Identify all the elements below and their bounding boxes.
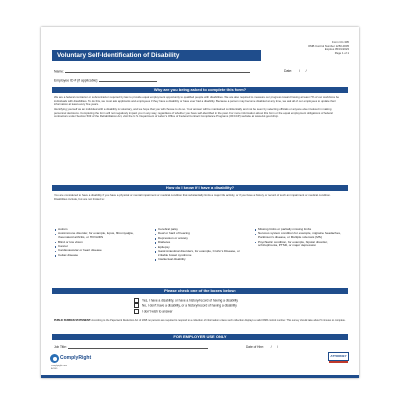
choice-no[interactable] (134, 303, 238, 308)
brand-small-line: complyright.com (51, 365, 67, 367)
job-title-field[interactable] (54, 345, 208, 349)
checkbox-yes[interactable] (134, 298, 139, 303)
conditions-column-3 (254, 228, 344, 249)
section-why-heading: Why are you being asked to complete this form? (52, 87, 348, 93)
condition-item: Psychiatric condition, for example, bipolar disorder, schizophrenia, PTSD, or major depression (254, 241, 344, 249)
section-why-paragraph: Identifying yourself as an individual with a disability is voluntary, and we hope that you will choose to do so. Your answer will be maintained confidentially and not be seen by selecting officials or anyone else involved in making personnel decisions. Completing the form will not negatively impact you in any way, regardless of whether you have self-identified in the past. For more information about this form or the equal employment obligations of federal contractors under Section 503 of the Rehabilitation Act, visit the U.S. Department of Labor's Office of Federal Contract Compliance Programs (OFCCP) website at www.dol.gov/ofccp. (54, 107, 333, 118)
form-title: Voluntary Self-Identification of Disability (52, 50, 261, 61)
condition-item: Deaf or hard of hearing (154, 232, 244, 236)
disability-choices (134, 298, 238, 314)
choice-yes-label: Yes, I have a disability, or have a history/record of having a disability (142, 298, 239, 303)
burden-text: According to the Paperwork Reduction Act of 1995 no persons are required to respond to a collection of information unless such collection displays a valid OMB control number. This survey should take about 5 minutes to complete. (91, 319, 346, 322)
form-meta-line: Page 1 of 1 (334, 50, 349, 55)
condition-item: Diabetes (154, 241, 244, 245)
checkbox-no[interactable] (134, 303, 139, 308)
form-meta-line: OMB Control Number 1250-0005 (307, 43, 349, 48)
name-input-line[interactable] (65, 69, 250, 73)
conditions-column-2 (154, 228, 244, 263)
condition-item: Autoimmune disorder, for example, lupus, fibromyalgia, rheumatoid arthritis, or HIV/AIDS (54, 232, 144, 240)
name-field[interactable] (54, 69, 250, 73)
date-slashes: / / (299, 69, 307, 73)
hire-date-field[interactable] (246, 345, 278, 349)
condition-item: Intellectual disability (154, 258, 244, 262)
choice-no-answer-label: I don't wish to answer (142, 309, 173, 314)
condition-item: Cardiovascular or heart disease (54, 249, 144, 253)
name-label: Name: (54, 69, 64, 74)
attorney-logo: ATTORNEY (328, 352, 349, 361)
form-meta-line: Expires 05/31/2023 (324, 47, 349, 52)
footer-stripe (41, 375, 359, 378)
condition-item: Depression or anxiety (154, 237, 244, 241)
condition-item: Nervous system condition for example, migraine headaches, Parkinson's disease, or Multiple sclerosis (MS) (254, 232, 344, 240)
employee-id-field[interactable] (54, 78, 157, 82)
section-why-paragraph: We are a federal contractor or subcontractor required by law to provide equal employment opportunity to qualified people with disabilities. We are also required to measure our progress toward having at least 7% of our workforce be individuals with disabilities. To do this, we must ask applicants and employees if they have a disability or have ever had a disability. Because a person may become disabled at any time, we ask all of our employees to update their information at least every five years. (54, 95, 340, 106)
condition-item: Celiac disease (54, 254, 144, 258)
job-title-input-line[interactable] (68, 345, 208, 349)
hire-date-slashes: / / (270, 345, 278, 349)
date-label: Date: (284, 69, 293, 73)
brand-small-text (51, 365, 67, 371)
hire-date-label: Date of Hire: (246, 345, 264, 349)
form-meta (308, 41, 349, 55)
condition-item: Autism (54, 228, 144, 232)
section-how-intro: You are considered to have a disability if you have a physical or mental impairment or medical condition that substantially limits a major life activity, or if you have a history or record of such an impairment or medical condition. Disabilities include, but are not limited to: (54, 193, 331, 201)
condition-item: Cerebral palsy (154, 228, 244, 232)
public-burden-statement (54, 319, 346, 322)
job-title-label: Job Title: (54, 345, 67, 350)
employer-use-heading: FOR EMPLOYER USE ONLY (52, 334, 348, 340)
form-page (41, 27, 359, 378)
brand-name: ComplyRight (60, 355, 92, 361)
checkbox-no-answer[interactable] (134, 309, 139, 314)
condition-item: Missing limbs or partially missing limbs (254, 228, 344, 232)
brand-small-line: A2345 (51, 367, 58, 370)
condition-item: Gastrointestinal disorders, for example, Crohn's Disease, or irritable bowel syndrome (154, 250, 244, 258)
form-meta-line: Form CC-305 (332, 40, 349, 44)
conditions-column-1 (54, 228, 144, 258)
section-why-body (54, 96, 344, 120)
condition-item: Blind or low vision (54, 241, 144, 245)
burden-label: PUBLIC BURDEN STATEMENT: (54, 319, 91, 322)
choice-no-answer[interactable] (134, 309, 238, 314)
circle-logo-icon (50, 354, 59, 363)
condition-item: Epilepsy (154, 246, 244, 250)
date-field[interactable] (284, 69, 307, 73)
section-check-heading: Please check one of the boxes below: (52, 288, 348, 294)
employee-id-label: Employee ID # (if applicable): (54, 78, 99, 83)
condition-item: Cancer (54, 245, 144, 249)
section-how-heading: How do I know if I have a disability? (52, 185, 348, 191)
conditions-list (54, 228, 346, 280)
choice-no-label: No, I don't have a disability, or a history/record of having a disability (142, 303, 237, 308)
employee-id-input-line[interactable] (99, 78, 157, 82)
